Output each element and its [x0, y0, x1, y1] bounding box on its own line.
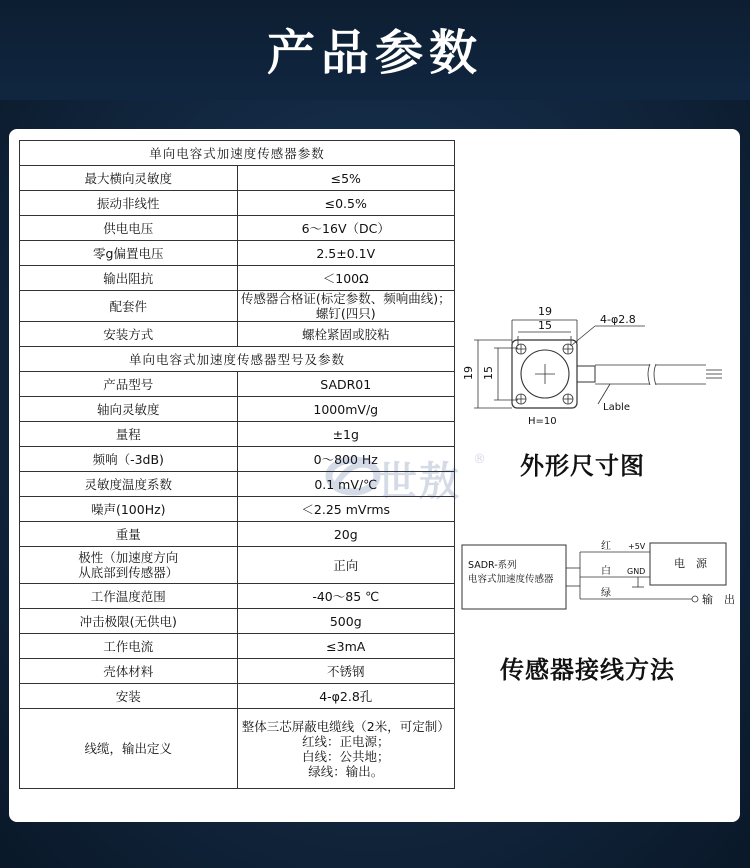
row-label: 输出阻抗 — [20, 266, 238, 291]
row-value: 20g — [237, 522, 455, 547]
height-label: H=10 — [528, 416, 557, 427]
table-row — [20, 634, 455, 659]
side-outer: 19 — [462, 366, 475, 380]
row-label: 重量 — [20, 522, 238, 547]
row-label: 振动非线性 — [20, 191, 238, 216]
wiring-drawing — [460, 535, 740, 615]
row-value: ≤3mA — [237, 634, 455, 659]
row-value: 传感器合格证(标定参数、频响曲线)；螺钉(四只) — [237, 291, 455, 322]
row-value: 4-φ2.8孔 — [237, 684, 455, 709]
row-value: -40～85 ℃ — [237, 584, 455, 609]
cable-label: Lable — [603, 402, 630, 413]
row-value: 不锈钢 — [237, 659, 455, 684]
table-row — [20, 216, 455, 241]
table-row — [20, 291, 455, 322]
table-row — [20, 522, 455, 547]
row-label: 安装 — [20, 684, 238, 709]
watermark-text: 世敖 — [377, 459, 461, 505]
cable-line: 绿线：输出。 — [308, 763, 384, 779]
dimension-caption: 外形尺寸图 — [520, 452, 645, 480]
row-label: 壳体材料 — [20, 659, 238, 684]
dim-outer: 19 — [538, 305, 552, 318]
row-value: ＜100Ω — [237, 266, 455, 291]
table-row — [20, 372, 455, 397]
row-label: 供电电压 — [20, 216, 238, 241]
table-row — [20, 241, 455, 266]
row-value: 1000mV/g — [237, 397, 455, 422]
table-row — [20, 422, 455, 447]
table-row — [20, 547, 455, 584]
wire-white-label: 白 — [601, 566, 611, 577]
row-label: 安装方式 — [20, 322, 238, 347]
output-label: 输 出 — [702, 593, 735, 606]
polarity-label-line1: 极性（加速度方向 — [78, 550, 179, 565]
row-label: 线缆，输出定义 — [20, 709, 238, 789]
page-header — [0, 0, 750, 100]
watermark-logo — [325, 446, 495, 506]
table-row — [20, 322, 455, 347]
row-label: 量程 — [20, 422, 238, 447]
row-label: 轴向灵敏度 — [20, 397, 238, 422]
cable-line: 整体三芯屏蔽电缆线（2米，可定制） — [241, 718, 450, 734]
row-label: 产品型号 — [20, 372, 238, 397]
row-value: 2.5±0.1V — [237, 241, 455, 266]
sensor-name: SADR-系列 — [468, 560, 517, 571]
row-value: 正向 — [237, 547, 455, 584]
hole-label: 4-φ2.8 — [600, 313, 636, 326]
row-value: 0.1 mV/℃ — [237, 472, 455, 497]
swirl-icon — [325, 446, 385, 506]
watermark-mark: ® — [473, 452, 486, 467]
row-value: 0～800 Hz — [237, 447, 455, 472]
polarity-label-line2: 从底部到传感器） — [78, 565, 179, 580]
row-label: 工作温度范围 — [20, 584, 238, 609]
page-title: 产品参数 — [266, 25, 483, 81]
row-label: 频响（-3dB) — [20, 447, 238, 472]
table-row — [20, 584, 455, 609]
table-row — [20, 709, 455, 789]
wiring-caption: 传感器接线方法 — [500, 656, 675, 684]
section-title: 单向电容式加速度传感器参数 — [20, 141, 455, 166]
side-inner: 15 — [482, 366, 495, 380]
row-value: ±1g — [237, 422, 455, 447]
row-value — [237, 709, 455, 789]
row-label: 最大横向灵敏度 — [20, 166, 238, 191]
table-row — [20, 609, 455, 634]
row-value: ≤5% — [237, 166, 455, 191]
table-row — [20, 191, 455, 216]
power-label: 电 源 — [674, 557, 707, 570]
row-label: 灵敏度温度系数 — [20, 472, 238, 497]
cable-line: 白线：公共地； — [301, 748, 390, 764]
table-row — [20, 266, 455, 291]
cable-line: 红线：正电源； — [301, 733, 390, 749]
pin-plus-label: +5V — [628, 542, 646, 551]
row-value: ≤0.5% — [237, 191, 455, 216]
dim-inner: 15 — [538, 319, 552, 332]
row-label: 零g偏置电压 — [20, 241, 238, 266]
pin-gnd-label: GND — [627, 567, 646, 576]
wire-green-label: 绿 — [601, 588, 611, 599]
table-row — [20, 166, 455, 191]
row-label: 配套件 — [20, 291, 238, 322]
row-value: 500g — [237, 609, 455, 634]
row-label: 冲击极限(无供电) — [20, 609, 238, 634]
row-label: 噪声(100Hz) — [20, 497, 238, 522]
row-label: 工作电流 — [20, 634, 238, 659]
dimension-drawing — [460, 298, 740, 433]
row-value: ＜2.25 mVrms — [237, 497, 455, 522]
row-value: SADR01 — [237, 372, 455, 397]
table-row — [20, 397, 455, 422]
row-value: 6～16V（DC） — [237, 216, 455, 241]
table-row — [20, 659, 455, 684]
section-title: 单向电容式加速度传感器型号及参数 — [20, 347, 455, 372]
row-label — [20, 547, 238, 584]
row-value: 螺栓紧固或胶粘 — [237, 322, 455, 347]
wire-red-label: 红 — [601, 541, 611, 552]
sensor-type: 电容式加速度传感器 — [468, 574, 554, 585]
table-row — [20, 684, 455, 709]
